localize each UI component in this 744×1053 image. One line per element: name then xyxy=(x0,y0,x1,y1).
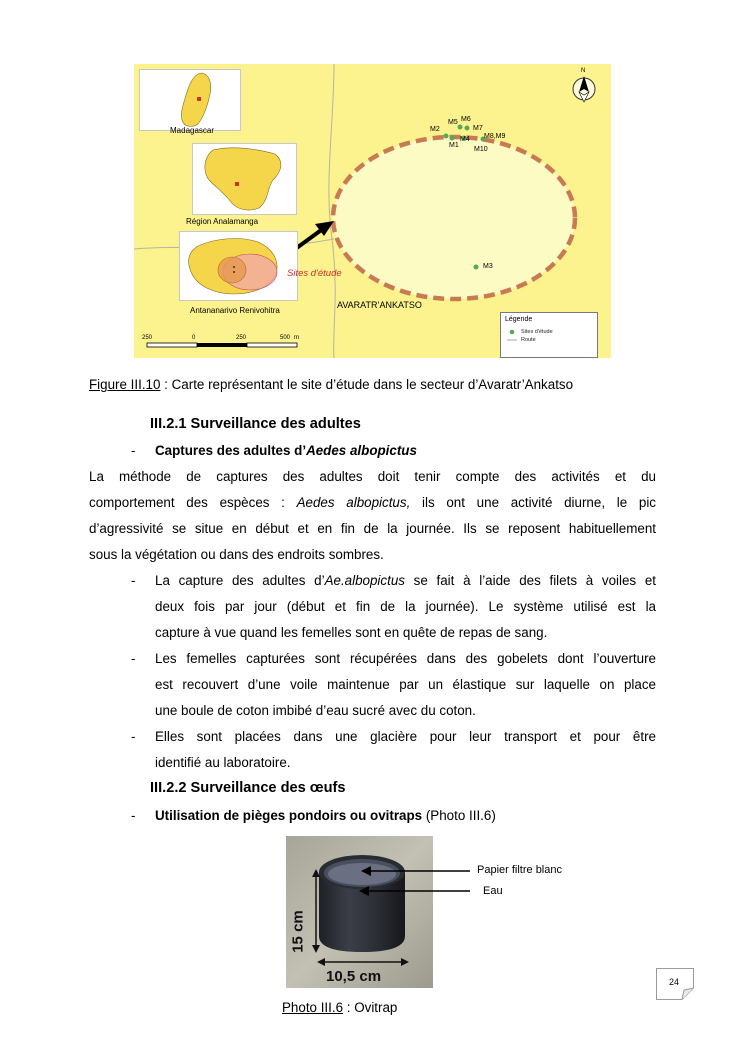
madagascar-shape xyxy=(140,70,240,130)
list-item-line xyxy=(155,574,656,587)
subheading-ref: (Photo III.6) xyxy=(422,808,496,823)
photo-caption-label: Photo III.6 xyxy=(282,1000,344,1015)
site-label: M5 xyxy=(448,119,458,126)
scale-label: 250 xyxy=(236,335,247,341)
sites-etude-label: Sites d'étude xyxy=(287,268,342,279)
site-label: M6 xyxy=(461,116,471,123)
inset-commune xyxy=(179,231,298,301)
subheading-bold: Utilisation de pièges pondoirs ou ovitraps xyxy=(155,808,423,823)
paragraph-line xyxy=(89,496,656,509)
list-item-line: identifié au laboratoire. xyxy=(155,755,291,770)
annotation-water: Eau xyxy=(483,885,503,897)
legend-item-sites: Sites d'étude xyxy=(521,329,553,335)
bullet-dash: - xyxy=(131,443,136,458)
annotation-filter-paper: Papier filtre blanc xyxy=(477,864,562,876)
inset-region xyxy=(192,143,297,215)
list-item-line: est recouvert d’une voile maintenue par un élastique sur laquelle on place xyxy=(155,677,656,692)
paragraph-line: sous la végétation ou dans des endroits sombres. xyxy=(89,547,384,562)
area-label: AVARATR’ANKATSO xyxy=(337,300,422,310)
list-item-line: deux fois par jour (début et fin de la journée). Le système utilisé est la xyxy=(155,599,656,614)
scale-label: 250 xyxy=(142,335,153,341)
site-label: M8,M9 xyxy=(484,133,506,140)
legend-item-route: Route xyxy=(521,337,536,343)
north-label: N xyxy=(581,68,586,74)
site-label: M4 xyxy=(460,136,470,143)
figure-caption-label: Figure III.10 xyxy=(89,377,161,392)
photo-height-label: 15 cm xyxy=(289,910,307,953)
scale-label: 0 xyxy=(192,335,196,341)
figure-caption-text: : Carte représentant le site d’étude dans le secteur d’Avaratr’Ankatso xyxy=(160,377,574,392)
paragraph-text: ils ont une activité diurne, le pic xyxy=(410,495,656,510)
photo-caption xyxy=(282,1001,397,1014)
page-number-box xyxy=(656,968,694,1000)
subheading-adult-captures xyxy=(155,444,417,457)
inset-label-madagascar: Madagascar xyxy=(170,126,215,135)
photo-width-label: 10,5 cm xyxy=(326,968,382,985)
inset-label-commune: Antananarivo Renivohitra xyxy=(190,306,280,315)
paragraph-line: La méthode de captures des adultes doit tenir compte des activités et du xyxy=(89,469,656,484)
site-label: M2 xyxy=(430,126,440,133)
subheading-bold: Captures des adultes d’ xyxy=(155,443,307,458)
legend-title: Légende xyxy=(505,316,533,323)
scale-label: m xyxy=(294,335,299,341)
site-label: M10 xyxy=(474,146,488,153)
bullet-dash: - xyxy=(131,651,136,666)
subheading-species: Aedes albopictus xyxy=(306,443,417,458)
site-label: M3 xyxy=(483,263,493,270)
inset-label-region: Région Analamanga xyxy=(186,217,259,226)
list-item-text: se fait à l’aide des filets à voiles et xyxy=(404,573,656,588)
figure-caption xyxy=(89,378,573,391)
bullet-dash: - xyxy=(131,729,136,744)
list-item-line: une boule de coton imbibé d’eau sucré avec du coton. xyxy=(155,703,476,718)
list-item-text: La capture des adultes d’ xyxy=(155,573,325,588)
section-heading-adults: III.2.1 Surveillance des adultes xyxy=(150,416,361,432)
ovitrap-photo xyxy=(286,836,433,988)
list-item-line: Les femelles capturées sont récupérées dans des gobelets dont l’ouverture xyxy=(155,651,656,666)
paragraph-species: Aedes albopictus, xyxy=(296,495,411,510)
scale-label: 500 xyxy=(280,335,291,341)
site-label: M7 xyxy=(473,125,483,132)
study-area-circle xyxy=(333,137,575,299)
inset-madagascar xyxy=(139,69,241,131)
paragraph-line: d’agressivité se situe en début et en fin de la journée. Ils se reposent habituellement xyxy=(89,521,656,536)
legend-symbols xyxy=(501,313,597,357)
subheading-ovitraps xyxy=(155,809,496,822)
ovitrap-image xyxy=(286,836,433,988)
commune-shape xyxy=(180,232,297,300)
bullet-dash: - xyxy=(131,808,136,823)
list-item-line: capture à vue quand les femelles sont en quête de repas de sang. xyxy=(155,625,548,640)
bullet-dash: - xyxy=(131,573,136,588)
photo-caption-text: : Ovitrap xyxy=(343,1000,398,1015)
region-shape xyxy=(193,144,296,214)
site-label: M1 xyxy=(449,142,459,149)
section-heading-eggs: III.2.2 Surveillance des œufs xyxy=(150,780,346,796)
list-item-line: Elles sont placées dans une glacière pour leur transport et pour être xyxy=(155,729,656,744)
paragraph-text: comportement des espèces : xyxy=(89,495,297,510)
map-legend xyxy=(500,312,598,358)
page-number: 24 xyxy=(669,977,680,987)
study-site-map xyxy=(134,64,611,358)
list-item-species: Ae.albopictus xyxy=(324,573,405,588)
